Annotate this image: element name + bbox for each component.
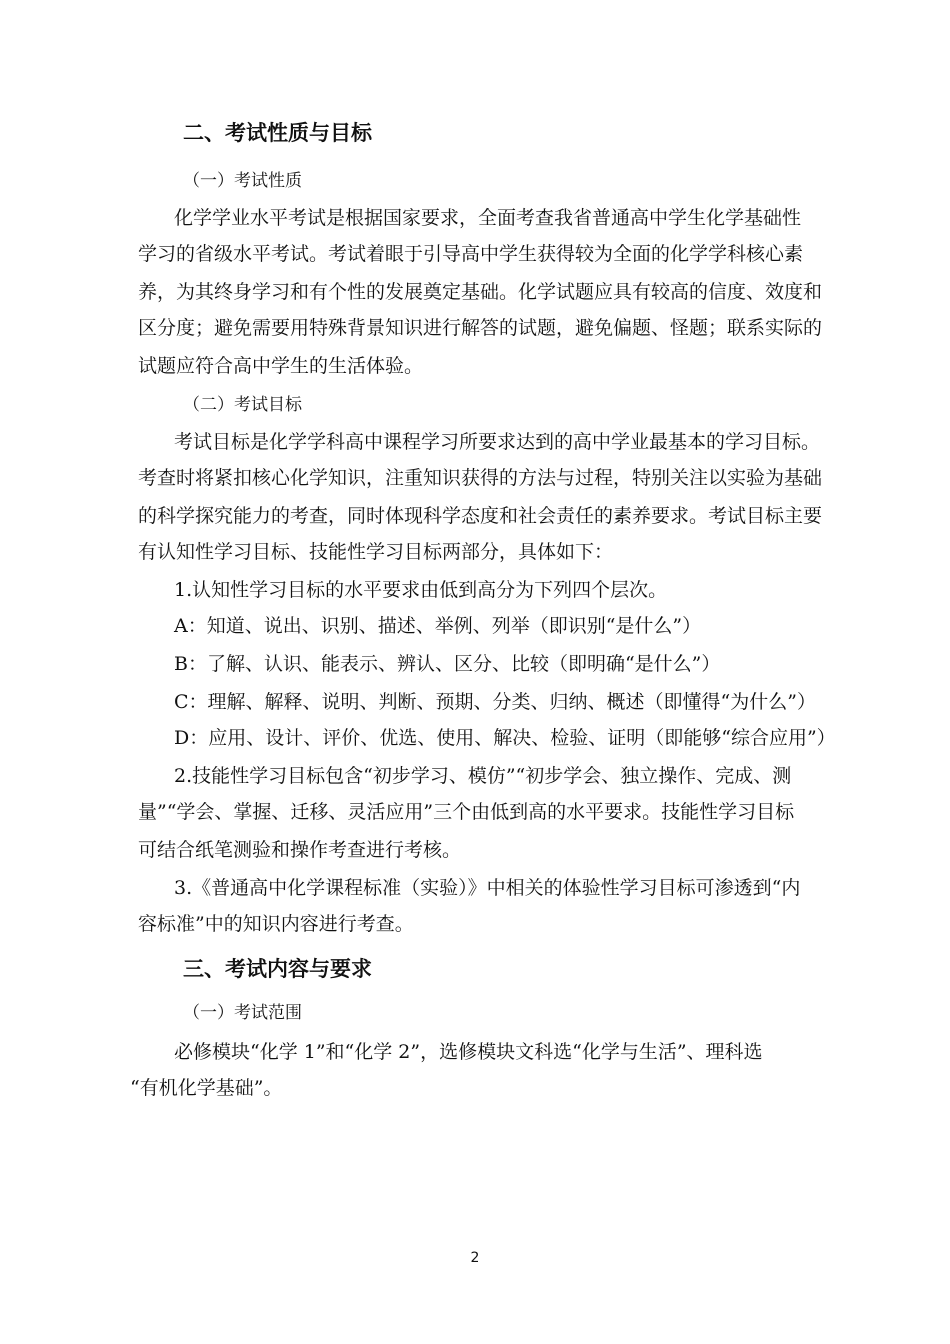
list-item: 3.《普通高中化学课程标准（实验）》中相关的体验性学习目标可渗透到“内 [174,877,801,899]
subsection-heading: （一）考试范围 [183,1003,302,1023]
paragraph-line: 养，为其终身学习和有个性的发展奠定基础。化学试题应具有较高的信度、效度和 [138,281,823,303]
section-title: 三、考试内容与要求 [183,957,372,981]
list-item-continuation: 量”“学会、掌握、迁移、灵活应用”三个由低到高的水平要求。技能性学习目标 [138,801,795,823]
level-item: B：了解、认识、能表示、辨认、区分、比较（即明确“是什么”） [174,653,721,675]
paragraph-line: “有机化学基础”。 [130,1077,283,1099]
section-title: 二、考试性质与目标 [183,121,372,145]
paragraph-line: 学习的省级水平考试。考试着眼于引导高中学生获得较为全面的化学学科核心素 [138,243,804,265]
level-item: C：理解、解释、说明、判断、预期、分类、归纳、概述（即懂得“为什么”） [174,691,816,713]
subsection-heading: （二）考试目标 [183,395,302,415]
page-number: 2 [470,1250,480,1266]
list-item: 2.技能性学习目标包含“初步学习、模仿”“初步学会、独立操作、完成、测 [174,765,792,787]
level-item: D：应用、设计、评价、优选、使用、解决、检验、证明（即能够“综合应用”） [174,727,836,749]
paragraph-line: 区分度；避免需要用特殊背景知识进行解答的试题，避免偏题、怪题；联系实际的 [138,317,823,339]
paragraph-line: 考试目标是化学学科高中课程学习所要求达到的高中学业最基本的学习目标。 [174,431,821,453]
paragraph-line: 试题应符合高中学生的生活体验。 [138,355,424,377]
paragraph-line: 有认知性学习目标、技能性学习目标两部分，具体如下： [138,541,614,563]
list-item: 1.认知性学习目标的水平要求由低到高分为下列四个层次。 [174,579,668,601]
list-item-continuation: 可结合纸笔测验和操作考查进行考核。 [138,839,462,861]
paragraph-line: 化学学业水平考试是根据国家要求，全面考查我省普通高中学生化学基础性 [174,207,802,229]
level-item: A：知道、说出、识别、描述、举例、列举（即识别“是什么”） [174,615,702,637]
paragraph-line: 考查时将紧扣核心化学知识，注重知识获得的方法与过程，特别关注以实验为基础 [138,467,823,489]
paragraph-line: 的科学探究能力的考查，同时体现科学态度和社会责任的素养要求。考试目标主要 [138,505,823,527]
paragraph-line: 必修模块“化学 1”和“化学 2”，选修模块文科选“化学与生活”、理科选 [174,1041,763,1063]
list-item-continuation: 容标准”中的知识内容进行考查。 [138,913,414,935]
subsection-heading: （一）考试性质 [183,171,302,191]
